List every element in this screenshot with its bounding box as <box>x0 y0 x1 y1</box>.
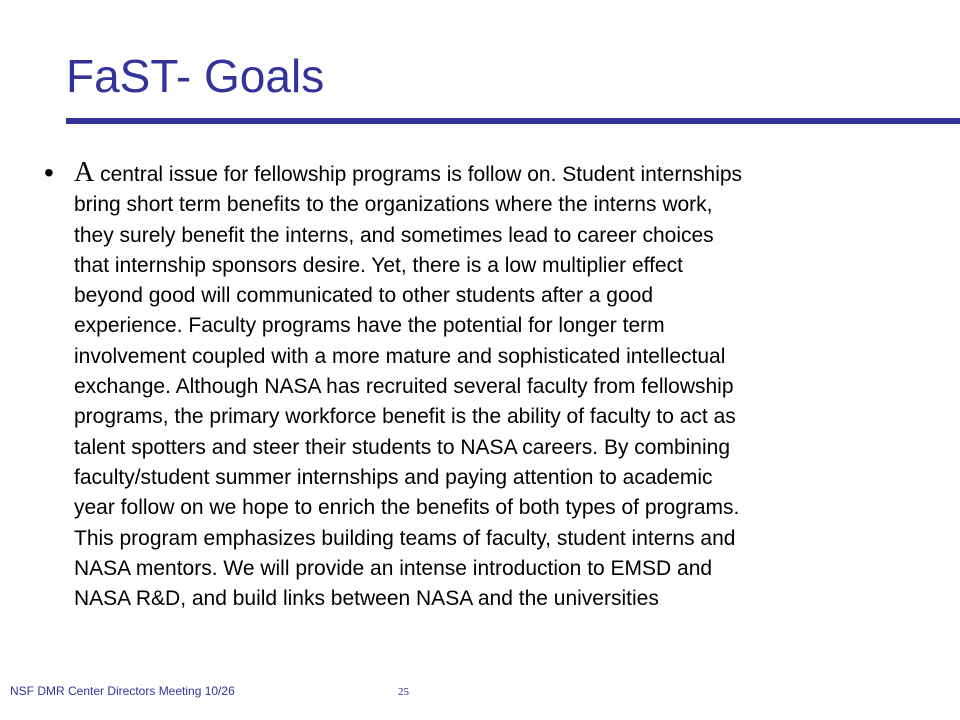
title-underline-rule <box>66 118 960 124</box>
body-line-12: year follow on we hope to enrich the benefits of both types of programs. <box>74 496 740 520</box>
lead-letter: A <box>74 157 95 188</box>
slide-title: FaST- Goals <box>66 50 325 102</box>
footer-page-number: 25 <box>398 686 409 698</box>
bullet-icon: • <box>44 157 54 188</box>
body-line-1 <box>74 158 946 190</box>
body-line-11: faculty/student summer internships and paying attention to academic <box>74 465 713 489</box>
body-line-6: experience. Faculty programs have the potential for longer term <box>74 314 665 338</box>
body-line-9: programs, the primary workforce benefit is the ability of faculty to act as <box>74 405 736 429</box>
body-line-2: bring short term benefits to the organizations where the interns work, <box>74 193 713 217</box>
body-paragraph <box>74 158 946 614</box>
body-line-3: they surely benefit the interns, and sometimes lead to career choices <box>74 223 714 247</box>
body-line-5: beyond good will communicated to other students after a good <box>74 284 654 308</box>
body-line-8: exchange. Although NASA has recruited several faculty from fellowship <box>74 375 734 399</box>
body-line-1-text: central issue for fellowship programs is follow on. Student internships <box>94 163 743 186</box>
body-line-14: NASA mentors. We will provide an intense introduction to EMSD and <box>74 556 713 580</box>
body-line-4: that internship sponsors desire. Yet, there is a low multiplier effect <box>74 253 683 277</box>
body-line-10: talent spotters and steer their students to NASA careers. By combining <box>74 435 731 459</box>
body-line-7: involvement coupled with a more mature and sophisticated intellectual <box>74 344 726 368</box>
footer-meeting-label: NSF DMR Center Directors Meeting 10/26 <box>10 684 235 698</box>
body-line-15: NASA R&D, and build links between NASA and the universities <box>74 587 659 611</box>
body-line-13: This program emphasizes building teams of faculty, student interns and <box>74 526 736 550</box>
